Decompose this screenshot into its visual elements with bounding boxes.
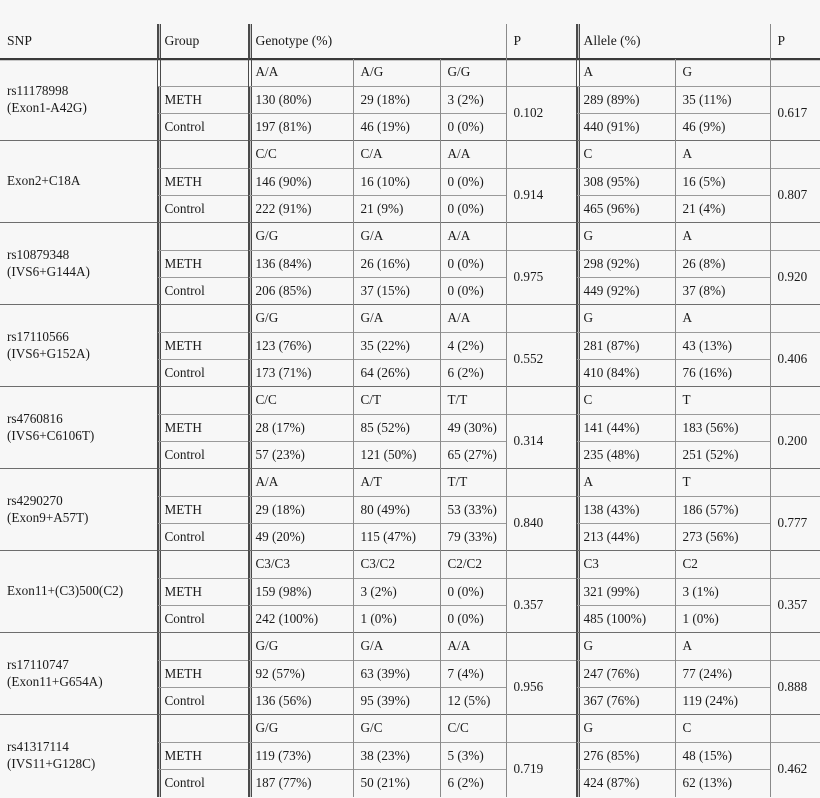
p-value-genotype: 0.102 bbox=[506, 87, 576, 141]
p-value-allele: 0.200 bbox=[770, 415, 820, 469]
p-genotype-spacer bbox=[506, 469, 576, 497]
allele-value-cell: 367 (76%) bbox=[576, 688, 675, 715]
genotype-value-cell: 5 (3%) bbox=[440, 743, 506, 770]
genotype-header-cell: C/C bbox=[248, 387, 353, 415]
allele-value-cell: 3 (1%) bbox=[675, 579, 770, 606]
group-label-control: Control bbox=[157, 360, 248, 387]
allele-header-cell: T bbox=[675, 387, 770, 415]
genotype-header-cell: G/G bbox=[248, 223, 353, 251]
genotype-value-cell: 136 (84%) bbox=[248, 251, 353, 278]
allele-value-cell: 183 (56%) bbox=[675, 415, 770, 442]
allele-value-cell: 465 (96%) bbox=[576, 196, 675, 223]
allele-header-cell: A bbox=[675, 141, 770, 169]
genotype-value-cell: 1 (0%) bbox=[353, 606, 440, 633]
snp-location: (IVS6+G152A) bbox=[7, 345, 90, 361]
allele-value-cell: 76 (16%) bbox=[675, 360, 770, 387]
genotype-value-cell: 206 (85%) bbox=[248, 278, 353, 305]
genotype-value-cell: 6 (2%) bbox=[440, 770, 506, 797]
p-allele-spacer bbox=[770, 59, 820, 87]
genotype-value-cell: 80 (49%) bbox=[353, 497, 440, 524]
table-row bbox=[0, 633, 820, 661]
genotype-value-cell: 64 (26%) bbox=[353, 360, 440, 387]
p-value-genotype: 0.914 bbox=[506, 169, 576, 223]
snp-id: Exon2+C18A bbox=[7, 173, 81, 189]
genotype-value-cell: 16 (10%) bbox=[353, 169, 440, 196]
allele-header-cell: G bbox=[576, 305, 675, 333]
genotype-value-cell: 0 (0%) bbox=[440, 114, 506, 141]
column-header-group: Group bbox=[157, 24, 248, 59]
group-label-control: Control bbox=[157, 606, 248, 633]
group-label-meth: METH bbox=[157, 415, 248, 442]
genotype-header-cell: T/T bbox=[440, 469, 506, 497]
genotype-value-cell: 222 (91%) bbox=[248, 196, 353, 223]
genotype-header-cell: C3/C2 bbox=[353, 551, 440, 579]
column-header-genotype: Genotype (%) bbox=[248, 24, 506, 59]
snp-id: rs41317114 bbox=[7, 739, 69, 755]
genotype-value-cell: 0 (0%) bbox=[440, 251, 506, 278]
genotype-value-cell: 173 (71%) bbox=[248, 360, 353, 387]
allele-value-cell: 424 (87%) bbox=[576, 770, 675, 797]
genotype-value-cell: 123 (76%) bbox=[248, 333, 353, 360]
genotype-value-cell: 65 (27%) bbox=[440, 442, 506, 469]
group-empty-cell bbox=[157, 141, 248, 169]
snp-id: rs4760816 bbox=[7, 410, 63, 426]
snp-name-cell bbox=[0, 469, 157, 551]
allele-value-cell: 141 (44%) bbox=[576, 415, 675, 442]
p-value-genotype: 0.975 bbox=[506, 251, 576, 305]
genotype-header-cell: A/A bbox=[440, 223, 506, 251]
p-value-allele: 0.357 bbox=[770, 579, 820, 633]
allele-value-cell: 321 (99%) bbox=[576, 579, 675, 606]
column-header-p-genotype: P bbox=[506, 24, 576, 59]
allele-value-cell: 46 (9%) bbox=[675, 114, 770, 141]
genotype-value-cell: 49 (30%) bbox=[440, 415, 506, 442]
allele-header-cell: C2 bbox=[675, 551, 770, 579]
genotype-value-cell: 63 (39%) bbox=[353, 661, 440, 688]
allele-header-cell: C3 bbox=[576, 551, 675, 579]
snp-genotype-allele-table bbox=[0, 24, 820, 797]
snp-name-cell bbox=[0, 141, 157, 223]
snp-location: (IVS6+C6106T) bbox=[7, 427, 95, 443]
genotype-header-cell: A/A bbox=[440, 141, 506, 169]
allele-header-cell: T bbox=[675, 469, 770, 497]
allele-value-cell: 48 (15%) bbox=[675, 743, 770, 770]
genotype-header-cell: G/A bbox=[353, 223, 440, 251]
allele-value-cell: 21 (4%) bbox=[675, 196, 770, 223]
genotype-header-cell: A/A bbox=[248, 59, 353, 87]
allele-header-cell: C bbox=[576, 141, 675, 169]
genotype-value-cell: 146 (90%) bbox=[248, 169, 353, 196]
genotype-header-cell: G/C bbox=[353, 715, 440, 743]
allele-header-cell: G bbox=[576, 715, 675, 743]
genotype-value-cell: 95 (39%) bbox=[353, 688, 440, 715]
p-value-genotype: 0.357 bbox=[506, 579, 576, 633]
allele-value-cell: 186 (57%) bbox=[675, 497, 770, 524]
snp-name-cell bbox=[0, 715, 157, 797]
genotype-value-cell: 4 (2%) bbox=[440, 333, 506, 360]
genotype-value-cell: 0 (0%) bbox=[440, 606, 506, 633]
group-empty-cell bbox=[157, 715, 248, 743]
group-label-meth: METH bbox=[157, 169, 248, 196]
allele-header-cell: G bbox=[576, 633, 675, 661]
allele-value-cell: 119 (24%) bbox=[675, 688, 770, 715]
p-allele-spacer bbox=[770, 305, 820, 333]
column-header-p-allele: P bbox=[770, 24, 820, 59]
p-genotype-spacer bbox=[506, 387, 576, 415]
genotype-value-cell: 26 (16%) bbox=[353, 251, 440, 278]
genotype-header-cell: C2/C2 bbox=[440, 551, 506, 579]
allele-header-cell: C bbox=[576, 387, 675, 415]
genotype-header-cell: A/T bbox=[353, 469, 440, 497]
group-label-meth: METH bbox=[157, 87, 248, 114]
snp-name-cell bbox=[0, 551, 157, 633]
p-genotype-spacer bbox=[506, 223, 576, 251]
genotype-value-cell: 115 (47%) bbox=[353, 524, 440, 551]
snp-location: (IVS6+G144A) bbox=[7, 263, 90, 279]
table-row bbox=[0, 59, 820, 87]
allele-value-cell: 26 (8%) bbox=[675, 251, 770, 278]
group-label-meth: METH bbox=[157, 661, 248, 688]
p-allele-spacer bbox=[770, 715, 820, 743]
allele-value-cell: 449 (92%) bbox=[576, 278, 675, 305]
group-label-meth: METH bbox=[157, 579, 248, 606]
genotype-header-cell: A/A bbox=[440, 633, 506, 661]
allele-value-cell: 1 (0%) bbox=[675, 606, 770, 633]
snp-id: rs11178998 bbox=[7, 82, 69, 98]
group-empty-cell bbox=[157, 305, 248, 333]
snp-name-cell bbox=[0, 305, 157, 387]
p-allele-spacer bbox=[770, 387, 820, 415]
genotype-value-cell: 0 (0%) bbox=[440, 579, 506, 606]
genotype-value-cell: 6 (2%) bbox=[440, 360, 506, 387]
table-row bbox=[0, 141, 820, 169]
allele-value-cell: 138 (43%) bbox=[576, 497, 675, 524]
allele-value-cell: 440 (91%) bbox=[576, 114, 675, 141]
allele-value-cell: 298 (92%) bbox=[576, 251, 675, 278]
allele-header-cell: C bbox=[675, 715, 770, 743]
genotype-header-cell: G/A bbox=[353, 633, 440, 661]
p-value-allele: 0.807 bbox=[770, 169, 820, 223]
p-value-allele: 0.888 bbox=[770, 661, 820, 715]
genotype-value-cell: 29 (18%) bbox=[248, 497, 353, 524]
genotype-header-cell: A/A bbox=[248, 469, 353, 497]
genotype-value-cell: 29 (18%) bbox=[353, 87, 440, 114]
group-empty-cell bbox=[157, 59, 248, 87]
genotype-value-cell: 46 (19%) bbox=[353, 114, 440, 141]
group-empty-cell bbox=[157, 469, 248, 497]
table-row bbox=[0, 469, 820, 497]
genotype-value-cell: 28 (17%) bbox=[248, 415, 353, 442]
snp-name-cell bbox=[0, 633, 157, 715]
p-value-allele: 0.777 bbox=[770, 497, 820, 551]
allele-value-cell: 77 (24%) bbox=[675, 661, 770, 688]
group-label-control: Control bbox=[157, 688, 248, 715]
p-value-genotype: 0.719 bbox=[506, 743, 576, 797]
genotype-value-cell: 38 (23%) bbox=[353, 743, 440, 770]
p-allele-spacer bbox=[770, 223, 820, 251]
allele-header-cell: A bbox=[576, 59, 675, 87]
allele-value-cell: 410 (84%) bbox=[576, 360, 675, 387]
snp-name-cell bbox=[0, 223, 157, 305]
p-value-allele: 0.617 bbox=[770, 87, 820, 141]
genotype-value-cell: 197 (81%) bbox=[248, 114, 353, 141]
allele-value-cell: 308 (95%) bbox=[576, 169, 675, 196]
genotype-header-cell: G/G bbox=[248, 715, 353, 743]
allele-value-cell: 213 (44%) bbox=[576, 524, 675, 551]
table-body bbox=[0, 59, 820, 797]
snp-name-cell bbox=[0, 387, 157, 469]
allele-value-cell: 273 (56%) bbox=[675, 524, 770, 551]
genotype-value-cell: 3 (2%) bbox=[353, 579, 440, 606]
snp-id: rs17110566 bbox=[7, 328, 69, 344]
genotype-value-cell: 57 (23%) bbox=[248, 442, 353, 469]
allele-header-cell: A bbox=[675, 223, 770, 251]
genotype-value-cell: 35 (22%) bbox=[353, 333, 440, 360]
allele-header-cell: A bbox=[576, 469, 675, 497]
p-value-allele: 0.462 bbox=[770, 743, 820, 797]
allele-value-cell: 35 (11%) bbox=[675, 87, 770, 114]
column-header-snp: SNP bbox=[0, 24, 157, 59]
column-header-allele: Allele (%) bbox=[576, 24, 770, 59]
p-genotype-spacer bbox=[506, 305, 576, 333]
p-allele-spacer bbox=[770, 141, 820, 169]
snp-id: rs17110747 bbox=[7, 656, 69, 672]
allele-header-cell: A bbox=[675, 305, 770, 333]
p-allele-spacer bbox=[770, 469, 820, 497]
genotype-header-cell: G/A bbox=[353, 305, 440, 333]
group-label-control: Control bbox=[157, 114, 248, 141]
genotype-value-cell: 92 (57%) bbox=[248, 661, 353, 688]
allele-value-cell: 247 (76%) bbox=[576, 661, 675, 688]
p-genotype-spacer bbox=[506, 141, 576, 169]
genotype-value-cell: 12 (5%) bbox=[440, 688, 506, 715]
allele-value-cell: 62 (13%) bbox=[675, 770, 770, 797]
p-value-genotype: 0.840 bbox=[506, 497, 576, 551]
genotype-header-cell: C/C bbox=[248, 141, 353, 169]
allele-value-cell: 37 (8%) bbox=[675, 278, 770, 305]
genotype-header-cell: G/G bbox=[248, 305, 353, 333]
table-row bbox=[0, 551, 820, 579]
genotype-value-cell: 53 (33%) bbox=[440, 497, 506, 524]
group-label-control: Control bbox=[157, 442, 248, 469]
group-label-meth: METH bbox=[157, 251, 248, 278]
genotype-header-cell: C/A bbox=[353, 141, 440, 169]
table-row bbox=[0, 387, 820, 415]
genotype-value-cell: 130 (80%) bbox=[248, 87, 353, 114]
p-value-genotype: 0.314 bbox=[506, 415, 576, 469]
genotype-value-cell: 187 (77%) bbox=[248, 770, 353, 797]
allele-value-cell: 276 (85%) bbox=[576, 743, 675, 770]
genotype-value-cell: 121 (50%) bbox=[353, 442, 440, 469]
genotype-value-cell: 50 (21%) bbox=[353, 770, 440, 797]
group-label-control: Control bbox=[157, 196, 248, 223]
group-label-control: Control bbox=[157, 278, 248, 305]
genotype-value-cell: 49 (20%) bbox=[248, 524, 353, 551]
genotype-value-cell: 136 (56%) bbox=[248, 688, 353, 715]
header-row bbox=[0, 24, 820, 59]
snp-location: (Exon11+G654A) bbox=[7, 673, 103, 689]
p-value-allele: 0.920 bbox=[770, 251, 820, 305]
allele-header-cell: G bbox=[576, 223, 675, 251]
allele-value-cell: 16 (5%) bbox=[675, 169, 770, 196]
snp-name-cell bbox=[0, 59, 157, 141]
genotype-value-cell: 242 (100%) bbox=[248, 606, 353, 633]
genotype-value-cell: 21 (9%) bbox=[353, 196, 440, 223]
genotype-header-cell: C/T bbox=[353, 387, 440, 415]
genotype-value-cell: 3 (2%) bbox=[440, 87, 506, 114]
allele-header-cell: G bbox=[675, 59, 770, 87]
p-allele-spacer bbox=[770, 551, 820, 579]
allele-value-cell: 43 (13%) bbox=[675, 333, 770, 360]
allele-header-cell: A bbox=[675, 633, 770, 661]
genotype-header-cell: C/C bbox=[440, 715, 506, 743]
genotype-value-cell: 119 (73%) bbox=[248, 743, 353, 770]
table-row bbox=[0, 223, 820, 251]
p-value-allele: 0.406 bbox=[770, 333, 820, 387]
genotype-value-cell: 37 (15%) bbox=[353, 278, 440, 305]
genotype-value-cell: 79 (33%) bbox=[440, 524, 506, 551]
genotype-value-cell: 0 (0%) bbox=[440, 196, 506, 223]
table-row bbox=[0, 715, 820, 743]
genotype-value-cell: 0 (0%) bbox=[440, 278, 506, 305]
snp-location: (Exon1-A42G) bbox=[7, 99, 87, 115]
table-header bbox=[0, 24, 820, 59]
group-label-meth: METH bbox=[157, 333, 248, 360]
p-value-genotype: 0.552 bbox=[506, 333, 576, 387]
p-allele-spacer bbox=[770, 633, 820, 661]
snp-location: (IVS11+G128C) bbox=[7, 755, 96, 771]
allele-value-cell: 289 (89%) bbox=[576, 87, 675, 114]
p-genotype-spacer bbox=[506, 59, 576, 87]
p-genotype-spacer bbox=[506, 633, 576, 661]
genotype-header-cell: A/G bbox=[353, 59, 440, 87]
group-empty-cell bbox=[157, 633, 248, 661]
snp-id: rs10879348 bbox=[7, 246, 70, 262]
group-empty-cell bbox=[157, 551, 248, 579]
genotype-header-cell: T/T bbox=[440, 387, 506, 415]
allele-value-cell: 281 (87%) bbox=[576, 333, 675, 360]
allele-value-cell: 485 (100%) bbox=[576, 606, 675, 633]
group-label-control: Control bbox=[157, 770, 248, 797]
group-label-control: Control bbox=[157, 524, 248, 551]
group-empty-cell bbox=[157, 223, 248, 251]
genotype-header-cell: A/A bbox=[440, 305, 506, 333]
snp-id: Exon11+(C3)500(C2) bbox=[7, 583, 124, 599]
allele-value-cell: 235 (48%) bbox=[576, 442, 675, 469]
p-genotype-spacer bbox=[506, 715, 576, 743]
allele-value-cell: 251 (52%) bbox=[675, 442, 770, 469]
genotype-header-cell: G/G bbox=[248, 633, 353, 661]
group-label-meth: METH bbox=[157, 497, 248, 524]
genotype-value-cell: 0 (0%) bbox=[440, 169, 506, 196]
genotype-value-cell: 7 (4%) bbox=[440, 661, 506, 688]
genotype-header-cell: C3/C3 bbox=[248, 551, 353, 579]
group-empty-cell bbox=[157, 387, 248, 415]
genotype-value-cell: 85 (52%) bbox=[353, 415, 440, 442]
group-label-meth: METH bbox=[157, 743, 248, 770]
genotype-header-cell: G/G bbox=[440, 59, 506, 87]
p-genotype-spacer bbox=[506, 551, 576, 579]
snp-id: rs4290270 bbox=[7, 492, 63, 508]
table-row bbox=[0, 305, 820, 333]
p-value-genotype: 0.956 bbox=[506, 661, 576, 715]
snp-location: (Exon9+A57T) bbox=[7, 509, 89, 525]
genotype-value-cell: 159 (98%) bbox=[248, 579, 353, 606]
